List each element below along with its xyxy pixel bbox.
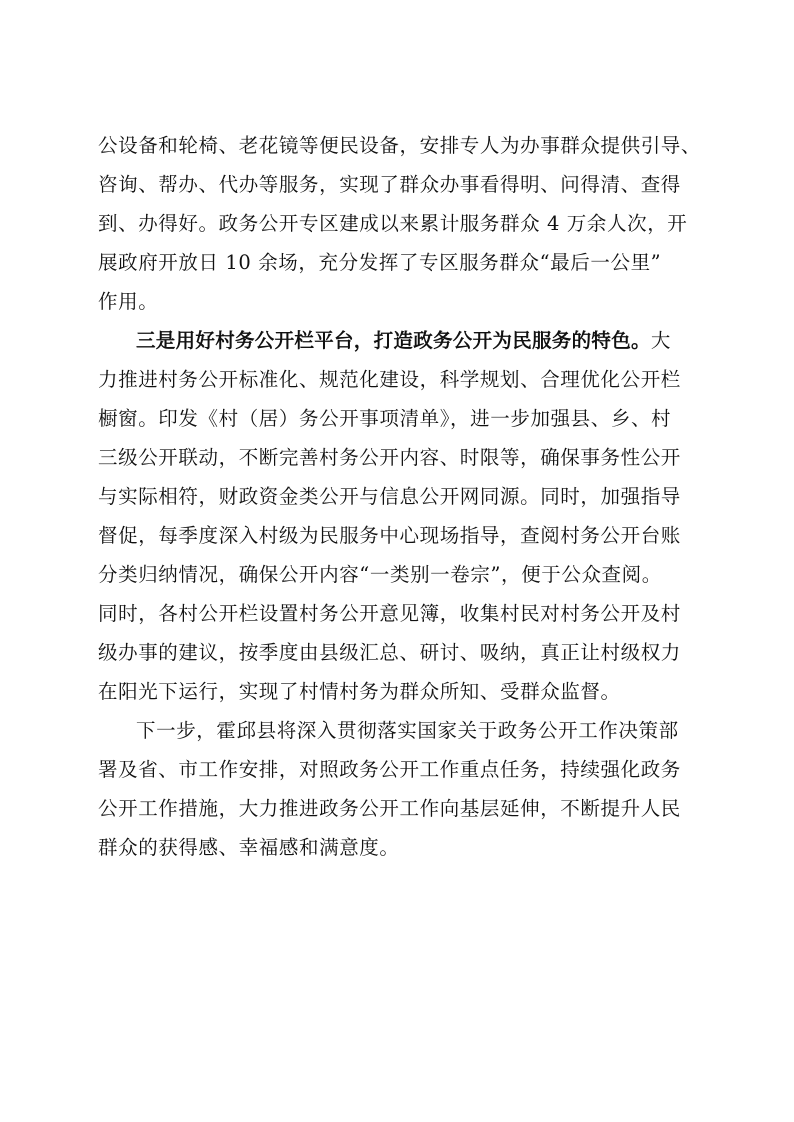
text-line: 展政府开放日 10 余场，充分发挥了专区服务群众“最后一公里” bbox=[98, 251, 662, 274]
text-line: 力推进村务公开标准化、规范化建设，科学规划、合理优化公开栏 bbox=[98, 368, 681, 391]
text-line: 同时，各村公开栏设置村务公开意见簿，收集村民对村务公开及村 bbox=[98, 602, 681, 625]
text-line: 咨询、帮办、代办等服务，实现了群众办事看得明、问得清、查得 bbox=[98, 173, 681, 196]
text-line: 公开工作措施，大力推进政务公开工作向基层延伸，不断提升人民 bbox=[98, 797, 681, 820]
text-line: 分类归纳情况，确保公开内容“一类别一卷宗”，便于公众查阅。 bbox=[98, 563, 662, 586]
text-line: 橱窗。印发《村（居）务公开事项清单》，进一步加强县、乡、村 bbox=[98, 407, 672, 430]
text-fragment: 大 bbox=[650, 329, 671, 352]
text-line: 三级公开联动，不断完善村务公开内容、时限等，确保事务性公开 bbox=[98, 446, 681, 469]
text-line: 公设备和轮椅、老花镜等便民设备，安排专人为办事群众提供引导、 bbox=[98, 134, 702, 157]
section-heading: 三是用好村务公开栏平台，打造政务公开为民服务的特色。 bbox=[136, 329, 651, 352]
text-line: 下一步，霍邱县将深入贯彻落实国家关于政务公开工作决策部 bbox=[136, 719, 679, 742]
text-line: 到、办得好。政务公开专区建成以来累计服务群众 4 万余人次，开 bbox=[98, 212, 688, 235]
text-line: 级办事的建议，按季度由县级汇总、研讨、吸纳，真正让村级权力 bbox=[98, 641, 681, 664]
text-line: 群众的获得感、幸福感和满意度。 bbox=[98, 836, 400, 859]
text-line: 在阳光下运行，实现了村情村务为群众所知、受群众监督。 bbox=[98, 680, 621, 703]
text-line: 与实际相符，财政资金类公开与信息公开网同源。同时，加强指导 bbox=[98, 485, 681, 508]
text-line-with-heading bbox=[136, 328, 671, 354]
text-line: 督促，每季度深入村级为民服务中心现场指导，查阅村务公开台账 bbox=[98, 524, 681, 547]
text-line: 署及省、市工作安排，对照政务公开工作重点任务，持续强化政务 bbox=[98, 758, 681, 781]
text-line: 作用。 bbox=[98, 290, 159, 313]
